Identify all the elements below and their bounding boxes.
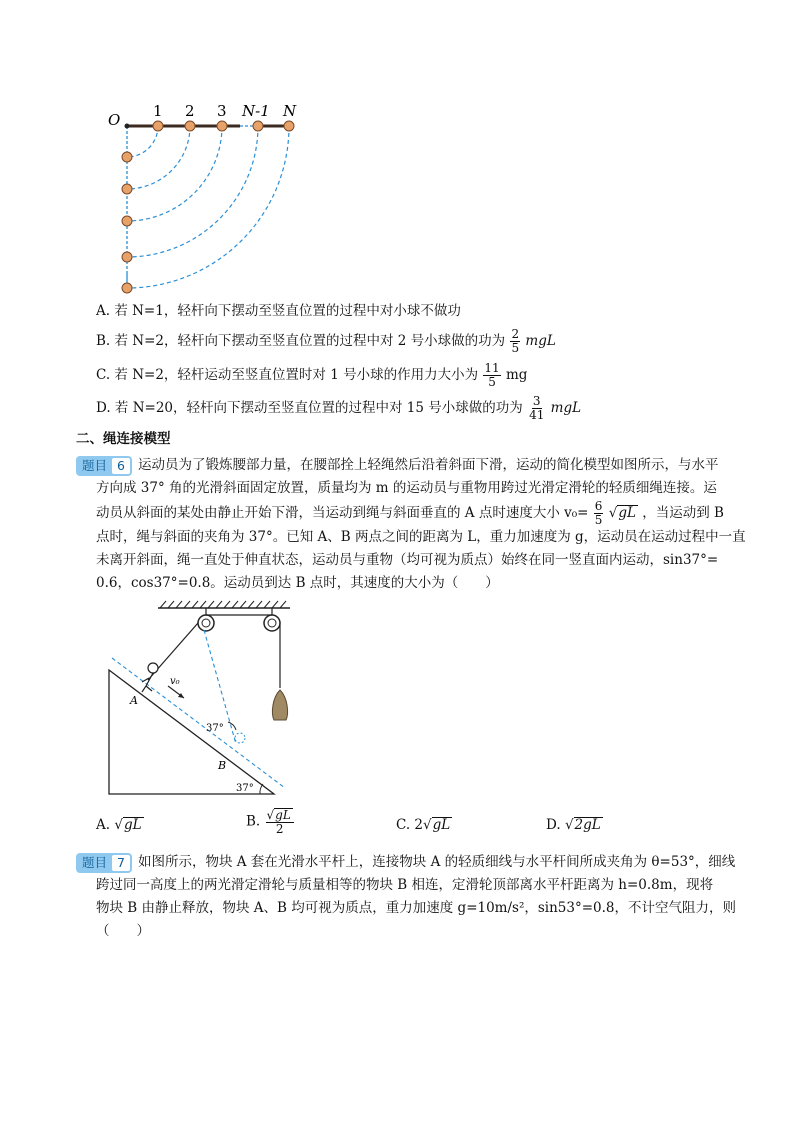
q6-line-5: 未离开斜面，绳一直处于伸直状态，运动员与重物（均可视为质点）始终在同一竖直面内运动，sin37°= xyxy=(96,552,719,568)
q6-option-c: C. 2√gL xyxy=(396,817,451,833)
label-37-bottom: 37° xyxy=(236,783,254,794)
q7-line-1: 题目 7 如图所示，物块 A 套在光滑水平杆上，连接物块 A 的轻质细线与水平杆间所成夹角为 θ=53°，细线 xyxy=(76,851,735,873)
q7-tag: 题目 7 xyxy=(76,853,132,873)
label-n: N xyxy=(283,102,297,120)
label-v0: v₀ xyxy=(170,676,180,687)
q6-line-2: 方向成 37° 角的光滑斜面固定放置，质量均为 m 的运动员与重物用跨过光滑定滑轮的轻质细绳连接。运 xyxy=(96,480,717,496)
q5-option-c: C. 若 N=2，轻杆运动至竖直位置时对 1 号小球的作用力大小为 $\frac{11}{5}$ mg xyxy=(96,361,528,389)
q5-option-a: A. 若 N=1，轻杆向下摆动至竖直位置的过程中对小球不做功 xyxy=(96,303,461,319)
q5-option-c-fraction: $\frac{11}{5}$ xyxy=(484,361,500,389)
q7-line-2: 跨过同一高度上的两光滑定滑轮与质量相等的物块 B 相连，定滑轮顶部离水平杆距离为 h=0.8m，现将 xyxy=(96,877,714,893)
label-a: A xyxy=(130,694,138,707)
label-n-minus-1: N-1 xyxy=(242,102,270,120)
weight xyxy=(272,690,287,720)
q6-option-d: D. √2gL xyxy=(546,817,601,833)
label-37-top: 37° xyxy=(206,723,224,734)
pivot-o xyxy=(125,124,130,129)
q7-line-4: （ ） xyxy=(96,923,150,939)
incline xyxy=(109,670,274,794)
q5-option-b: B. 若 N=2，轻杆向下摆动至竖直位置的过程中对 2 号小球做的功为 $\frac{2}{5}$ mgL xyxy=(96,327,556,355)
q6-option-b: B. $\frac{√gL}{2}$ xyxy=(246,808,295,836)
q6-tag: 题目 6 xyxy=(76,456,132,476)
angle-arc-top xyxy=(228,722,236,730)
section-heading: 二、绳连接模型 xyxy=(76,431,171,447)
q6-line-1: 题目 6 运动员为了锻炼腰部力量，在腰部拴上轻绳然后沿着斜面下滑，运动的简化模型如图所示，与水平 xyxy=(76,454,718,476)
q6-v0-fraction: $\frac{6}{5}$ xyxy=(594,499,603,527)
runner-b xyxy=(235,733,245,743)
label-3: 3 xyxy=(217,102,227,120)
runner-a xyxy=(142,663,158,692)
q6-v0-sqrt: √gL xyxy=(608,505,636,521)
q6-line-4: 点时，绳与斜面的夹角为 37°。已知 A、B 两点之间的距离为 L，重力加速度为 g，运动员在运动过程中一直 xyxy=(96,529,746,545)
q5-option-b-fraction: $\frac{2}{5}$ xyxy=(511,327,520,355)
q6-line-3: 动员从斜面的某处由静止开始下滑，当运动到绳与斜面垂直的 A 点时速度大小 v₀= $\frac{6}{5}$ √gL ，当运动到 B xyxy=(96,499,724,527)
ceiling xyxy=(158,601,290,608)
q6-option-a: A. √gL xyxy=(96,817,142,833)
q7-line-3: 物块 B 由静止释放，物块 A、B 均可视为质点，重力加速度 g=10m/s²，sin53°=0.8，不计空气阻力，则 xyxy=(96,900,737,916)
label-o: O xyxy=(108,111,121,129)
label-1: 1 xyxy=(153,102,163,120)
label-b: B xyxy=(218,759,227,772)
label-2: 2 xyxy=(185,102,195,120)
rod-balls-figure xyxy=(100,95,310,300)
incline-pulley-figure xyxy=(100,598,310,800)
q5-option-d-fraction: $\frac{3}{41}$ xyxy=(529,394,545,422)
q6-line-6: 0.6，cos37°=0.8。运动员到达 B 点时，其速度的大小为（ ） xyxy=(96,575,499,591)
swing-arcs xyxy=(127,126,289,288)
pulleys xyxy=(198,608,280,631)
q5-option-d: D. 若 N=20，轻杆向下摆动至竖直位置的过程中对 15 号小球做的功为 $\frac{3}{41}$ mgL xyxy=(96,394,582,422)
